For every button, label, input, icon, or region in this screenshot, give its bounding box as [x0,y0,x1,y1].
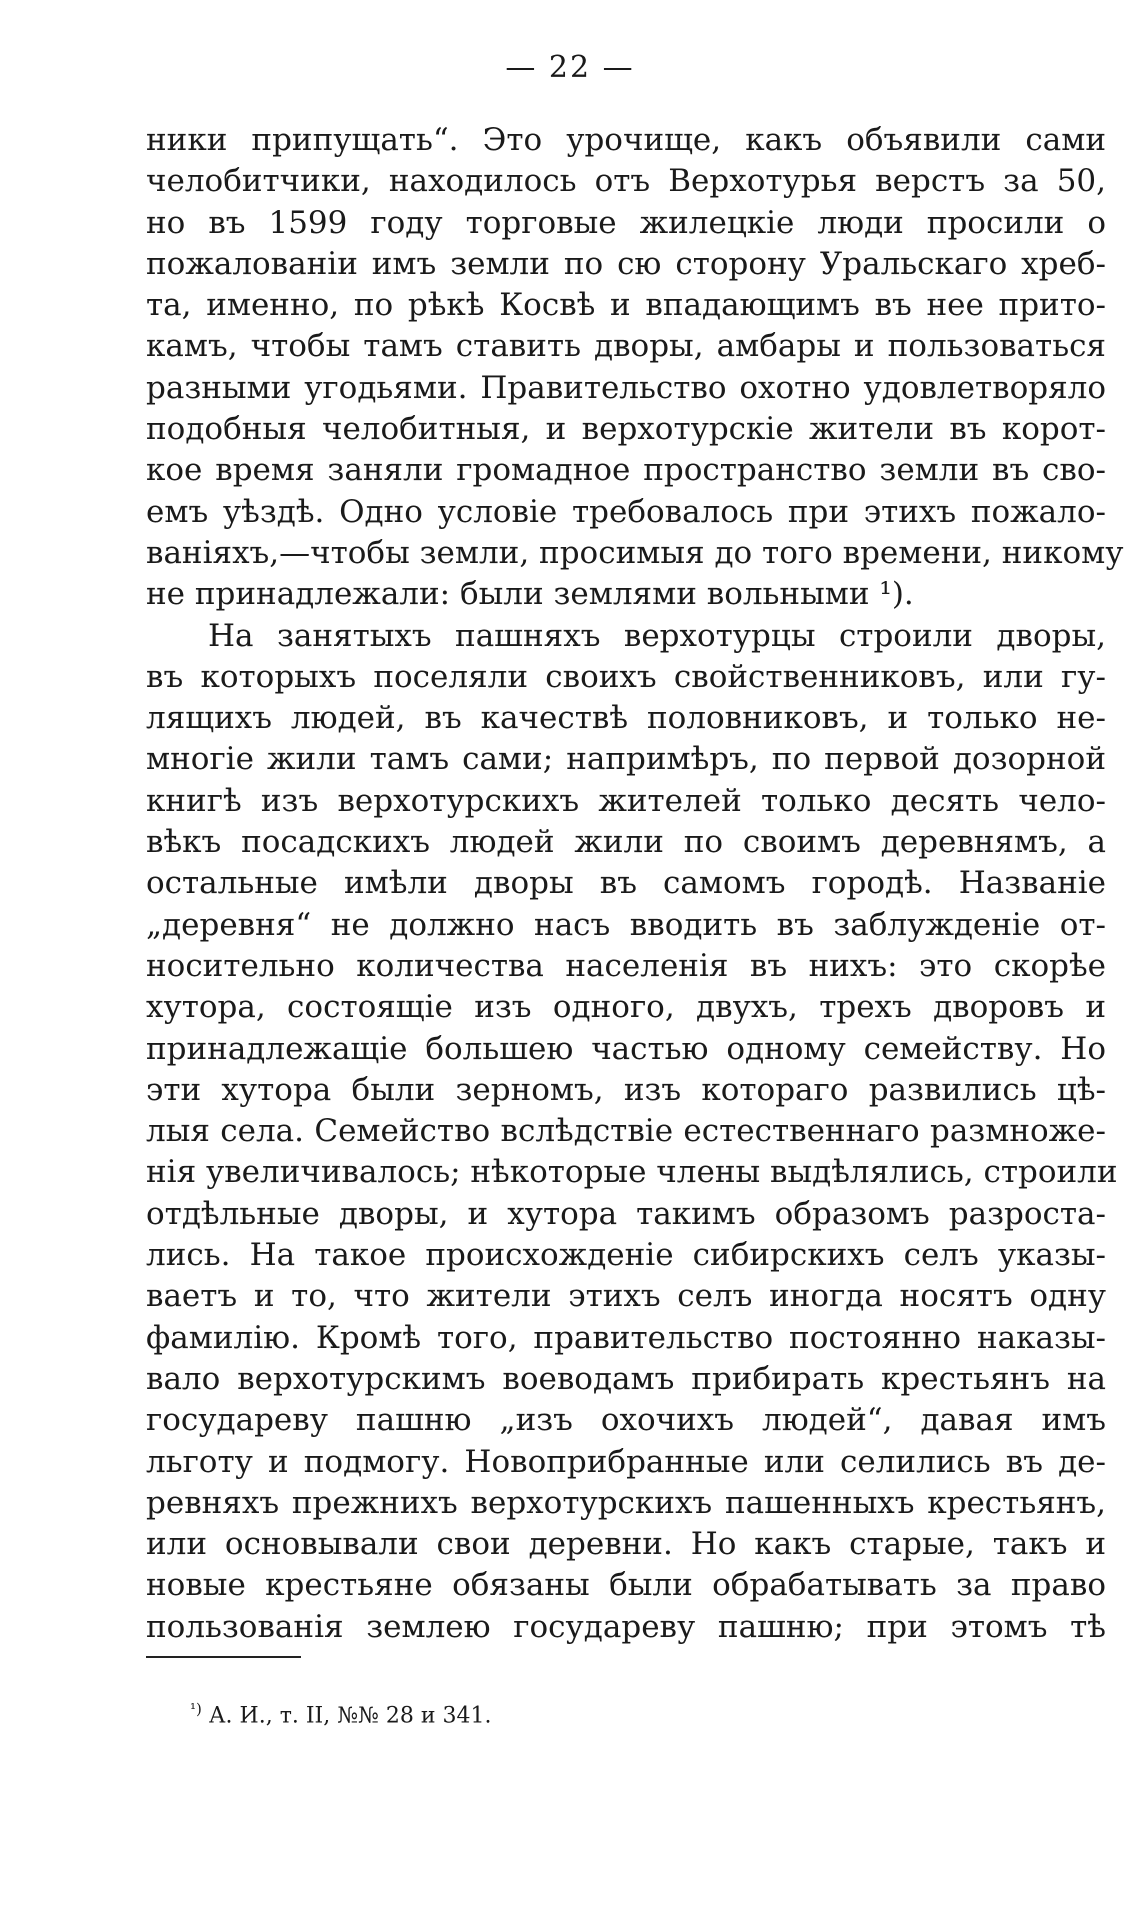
text-line: носительно количества населенія въ нихъ: это скорѣе [146,947,1106,984]
text-line: многіе жили тамъ сами; напримѣръ, по первой дозорной [146,741,1106,778]
text-line: разными угодьями. Правительство охотно удовлетворяло [146,369,1106,406]
text-line: На занятыхъ пашняхъ верхотурцы строили дворы, [208,617,1106,654]
text-line: емъ уѣздѣ. Одно условіе требовалось при этихъ пожало- [146,493,1106,530]
text-line: принадлежащіе большею частью одному семейству. Но [146,1030,1106,1067]
text-line: льготу и подмогу. Новоприбранные или селились въ де- [146,1443,1106,1480]
text-line: пользованія землею государеву пашню; при этомъ тѣ [146,1608,1106,1645]
footnote-text: А. И., т. II, №№ 28 и 341. [208,1703,492,1729]
text-line: но въ 1599 году торговые жилецкіе люди просили о [146,204,1106,241]
text-line: ваетъ и то, что жители этихъ селъ иногда носятъ одну [146,1278,1106,1315]
text-line: челобитчики, находилось отъ Верхотурья верстъ за 50, [146,163,1106,200]
text-line: фамилію. Кромѣ того, правительство постоянно наказы- [146,1319,1106,1356]
text-line: вало верхотурскимъ воеводамъ прибирать крестьянъ на [146,1360,1106,1397]
footnote-mark: ¹) [190,1700,202,1718]
paragraph-1 [146,120,1124,616]
text-line: ники припущать“. Это урочище, какъ объявили сами [146,122,1106,158]
text-line: камъ, чтобы тамъ ставить дворы, амбары и пользоваться [146,328,1106,365]
text-line: вѣкъ посадскихъ людей жили по своимъ деревнямъ, а [146,824,1106,861]
text-line: остальные имѣли дворы въ самомъ городѣ. Названіе [146,865,1106,902]
text-line: кое время заняли громадное пространство земли въ сво- [146,452,1106,489]
footnote-divider [146,1656,301,1658]
text-line: подобныя челобитныя, и верхотурскіе жители въ корот- [146,411,1106,448]
text-line: лящихъ людей, въ качествѣ половниковъ, и только не- [146,700,1106,737]
footnote [190,1700,491,1728]
text-line: хутора, состоящіе изъ одного, двухъ, трехъ дворовъ и [146,989,1106,1026]
text-line: или основывали свои деревни. Но какъ старые, такъ и [146,1526,1106,1563]
text-line: не принадлежали: были землями вольными ¹). [146,576,914,613]
text-line: отдѣльные дворы, и хутора такимъ образомъ разроста- [146,1195,1106,1232]
text-line: лыя села. Семейство вслѣдствіе естественнаго размноже- [146,1113,1106,1150]
text-line: ваніяхъ,—чтобы земли, просимыя до того времени, никому [146,534,1124,571]
paragraph-2 [146,616,1118,1648]
text-line: ревняхъ прежнихъ верхотурскихъ пашенныхъ крестьянъ, [146,1484,1106,1521]
text-line: новые крестьяне обязаны были обрабатывать за право [146,1567,1106,1604]
text-line: книгѣ изъ верхотурскихъ жителей только десять чело- [146,782,1106,819]
text-line: нія увеличивалось; нѣкоторые члены выдѣлялись, строили [146,1154,1118,1191]
text-line: государеву пашню „изъ охочихъ людей“, давая имъ [146,1402,1106,1439]
text-line: лись. На такое происхожденіе сибирскихъ селъ указы- [146,1237,1106,1274]
page-number: — 22 — [505,50,635,85]
body-text [146,120,1124,1648]
text-line: „деревня“ не должно насъ вводить въ заблужденіе от- [146,906,1106,943]
text-line: въ которыхъ поселяли своихъ свойственниковъ, или гу- [146,658,1106,695]
text-line: эти хутора были зерномъ, изъ котораго развились цѣ- [146,1071,1106,1108]
text-line: пожалованіи имъ земли по сю сторону Уральскаго хреб- [146,245,1106,282]
text-line: та, именно, по рѣкѣ Косвѣ и впадающимъ въ нее прито- [146,287,1106,324]
